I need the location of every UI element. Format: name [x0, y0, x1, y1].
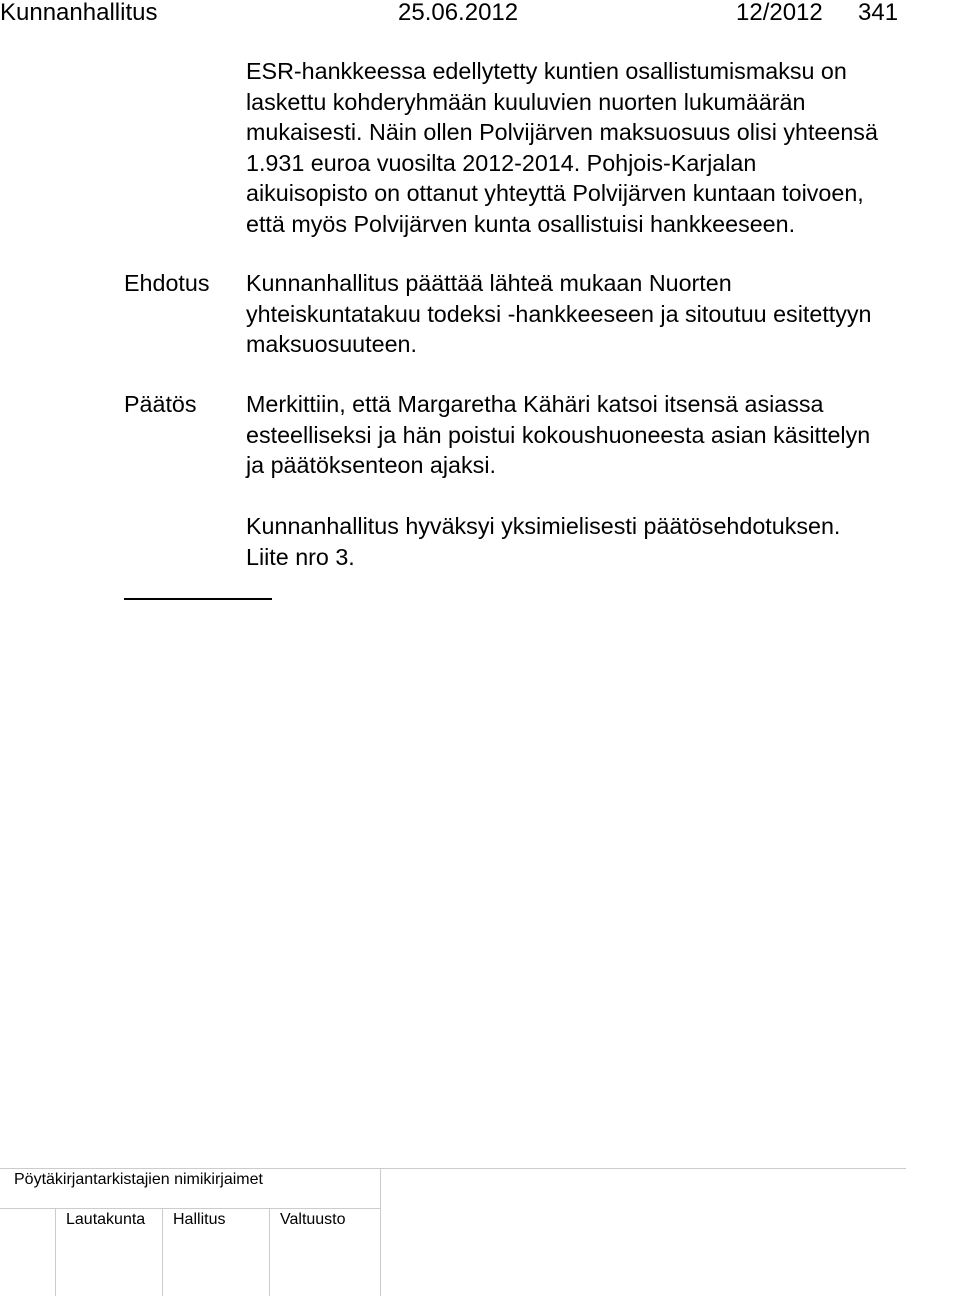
decision-paragraph	[246, 389, 870, 481]
decision-line: esteelliseksi ja hän poistui kokoushuoneesta asian käsittelyn	[246, 421, 871, 448]
intro-paragraph	[246, 56, 878, 240]
initials-box-border	[162, 1208, 163, 1296]
column-hallitus: Hallitus	[173, 1211, 226, 1228]
initials-box-border	[380, 1208, 381, 1296]
footer-mid-rule	[0, 1208, 380, 1209]
column-valtuusto: Valtuusto	[280, 1211, 346, 1228]
decision-line: Merkittiin, että Margaretha Kähäri katsoi itsensä asiassa	[246, 391, 824, 417]
intro-line: laskettu kohderyhmään kuuluvien nuorten lukumäärän	[246, 88, 806, 115]
result-line: Kunnanhallitus hyväksyi yksimielisesti päätösehdotuksen.	[246, 513, 841, 539]
proposal-line: maksuosuuteen.	[246, 331, 417, 358]
intro-line: 1.931 euroa vuosilta 2012-2014. Pohjois-Karjalan	[246, 149, 757, 176]
intro-line: ESR-hankkeessa edellytetty kuntien osallistumismaksu on	[246, 58, 847, 84]
footer-divider	[380, 1169, 381, 1209]
initials-label: Pöytäkirjantarkistajien nimikirjaimet	[14, 1171, 263, 1188]
proposal-paragraph	[246, 268, 872, 360]
section-number: 341	[858, 0, 899, 26]
decision-result	[246, 511, 840, 572]
footer-top-rule	[0, 1168, 906, 1169]
decision-label: Päätös	[124, 391, 197, 417]
intro-line: aikuisopisto on ottanut yhteyttä Polvijärven kuntaan toivoen,	[246, 180, 864, 207]
intro-line: että myös Polvijärven kunta osallistuisi hankkeeseen.	[246, 210, 796, 237]
proposal-line: yhteiskuntatakuu todeksi -hankkeeseen ja sitoutuu esitettyyn	[246, 300, 872, 327]
initials-box-border	[55, 1208, 56, 1296]
column-lautakunta: Lautakunta	[66, 1211, 146, 1228]
organ-name: Kunnanhallitus	[0, 0, 158, 26]
meeting-number: 12/2012	[736, 0, 823, 26]
initials-box-border	[269, 1208, 270, 1296]
page-header	[0, 0, 960, 28]
proposal-line: Kunnanhallitus päättää lähteä mukaan Nuorten	[246, 270, 732, 296]
meeting-date: 25.06.2012	[398, 0, 519, 26]
section-end-rule	[124, 598, 272, 600]
decision-line: ja päätöksenteon ajaksi.	[246, 452, 496, 479]
proposal-label: Ehdotus	[124, 270, 210, 296]
result-line: Liite nro 3.	[246, 543, 355, 570]
intro-line: mukaisesti. Näin ollen Polvijärven maksuosuus olisi yhteensä	[246, 119, 878, 146]
